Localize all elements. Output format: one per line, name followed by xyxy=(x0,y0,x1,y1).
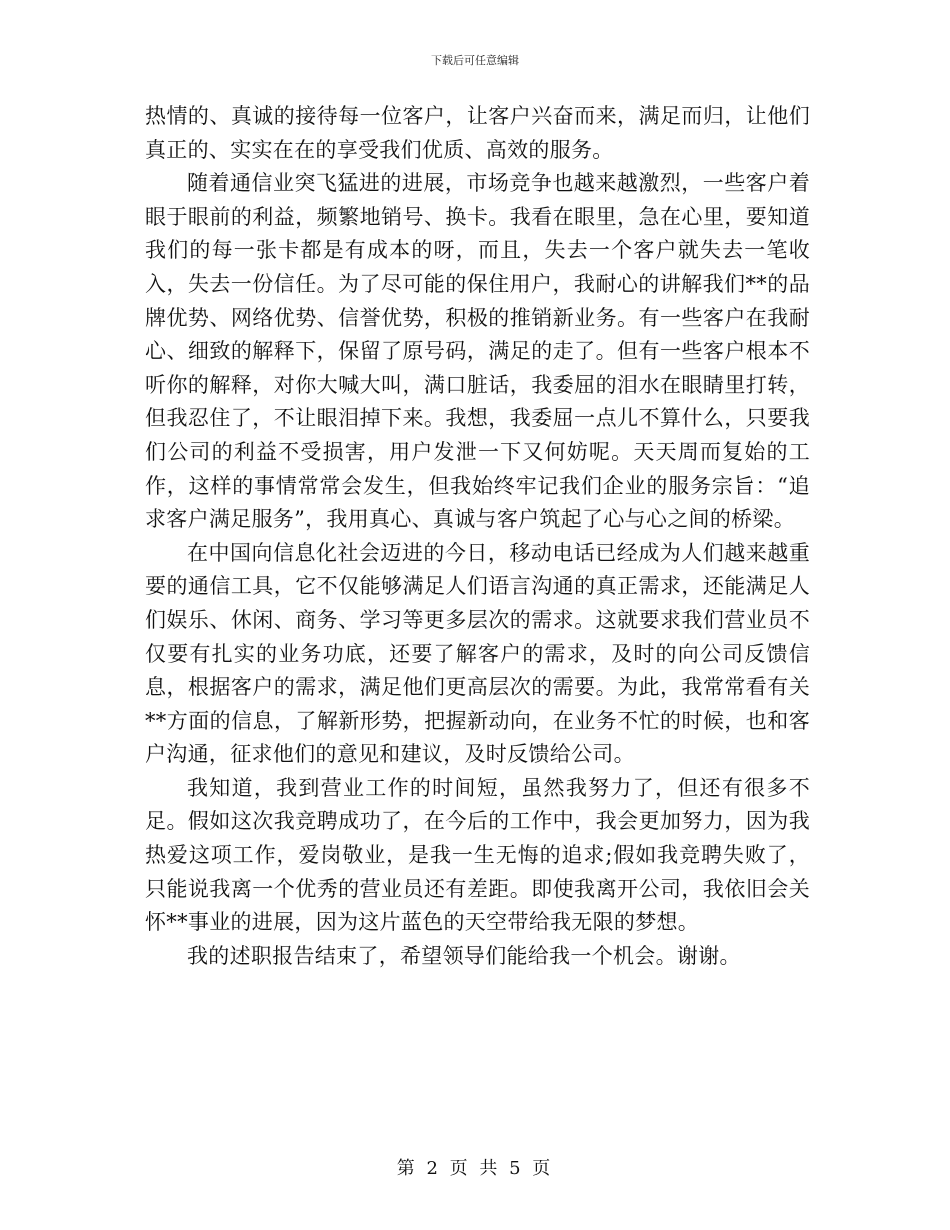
paragraph-2: 随着通信业突飞猛进的进展，市场竞争也越来越激烈，一些客户着眼于眼前的利益，频繁地销号、换卡。我看在眼里，急在心里，要知道我们的每一张卡都是有成本的呀，而且，失去一个客户就失去一笔收入，失去一份信任。为了尽可能的保住用户，我耐心的讲解我们**的品牌优势、网络优势、信誉优势，积极的推销新业务。有一些客户在我耐心、细致的解释下，保留了原号码，满足的走了。但有一些客户根本不听你的解释，对你大喊大叫，满口脏话，我委屈的泪水在眼睛里打转，但我忍住了，不让眼泪掉下来。我想，我委屈一点儿不算什么，只要我们公司的利益不受损害，用户发泄一下又何妨呢。天天周而复始的工作，这样的事情常常会发生，但我始终牢记我们企业的服务宗旨：“追求客户满足服务”，我用真心、真诚与客户筑起了心与心之间的桥梁。 xyxy=(145,171,810,532)
paragraph-5: 我的述职报告结束了，希望领导们能给我一个机会。谢谢。 xyxy=(187,943,741,968)
page-number: 第 2 页 共 5 页 xyxy=(396,1158,554,1179)
paragraph-4: 我知道，我到营业工作的时间短，虽然我努力了，但还有很多不足。假如这次我竞聘成功了，在今后的工作中，我会更加努力，因为我热爱这项工作，爱岗敬业，是我一生无悔的追求;假如我竞聘失败了，只能说我离一个优秀的营业员还有差距。即使我离开公司，我依旧会关怀**事业的进展，因为这片蓝色的天空带给我无限的梦想。 xyxy=(145,775,810,935)
paragraph-1: 热情的、真诚的接待每一位客户，让客户兴奋而来，满足而归，让他们真正的、实实在在的享受我们优质、高效的服务。 xyxy=(145,104,810,162)
page-header-note: 下载后可任意编辑 xyxy=(431,54,519,67)
paragraph-3: 在中国向信息化社会迈进的今日，移动电话已经成为人们越来越重要的通信工具，它不仅能够满足人们语言沟通的真正需求，还能满足人们娱乐、休闲、商务、学习等更多层次的需求。这就要求我们营业员不仅要有扎实的业务功底，还要了解客户的需求，及时的向公司反馈信息，根据客户的需求，满足他们更高层次的需要。为此，我常常看有关**方面的信息，了解新形势，把握新动向，在业务不忙的时候，也和客户沟通，征求他们的意见和建议，及时反馈给公司。 xyxy=(145,540,810,767)
document-body xyxy=(145,100,810,973)
